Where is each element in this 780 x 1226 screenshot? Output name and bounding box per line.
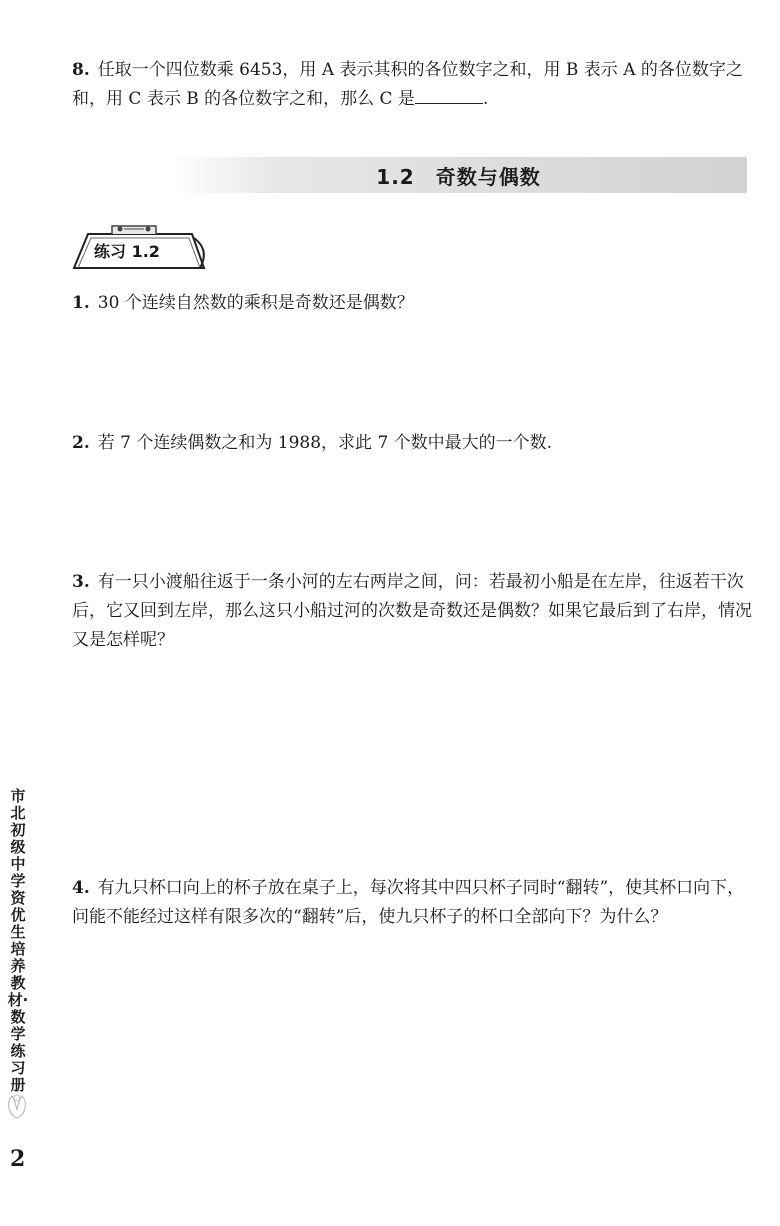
answer-blank bbox=[415, 85, 483, 104]
problem-4 bbox=[72, 874, 752, 932]
exercise-label: 练习 1.2 bbox=[94, 242, 160, 261]
exercise-badge bbox=[64, 224, 210, 270]
problem-text: 有一只小渡船往返于一条小河的左右两岸之间，问：若最初小船是在左岸，往返若干次后，它又回到左岸，那么这只小船过河的次数是奇数还是偶数？如果它最后到了右岸，情况又是怎样呢？ bbox=[72, 572, 752, 650]
book-title-vertical: 市北初级中学资优生培养教材·数学练习册 bbox=[7, 787, 29, 1094]
problem-number: 1. bbox=[72, 293, 90, 313]
problem-number: 8. bbox=[72, 60, 90, 80]
problem-text-end: . bbox=[482, 89, 489, 109]
section-title: 1.2 奇数与偶数 bbox=[376, 164, 541, 189]
page-number: 2 bbox=[10, 1146, 26, 1172]
section-heading-bar bbox=[170, 157, 747, 193]
problem-text: 有九只杯口向上的杯子放在桌子上，每次将其中四只杯子同时“翻转”，使其杯口向下，问能不能经过这样有限多次的“翻转”后，使九只杯子的杯口全部向下？为什么？ bbox=[72, 878, 745, 927]
problem-number: 4. bbox=[72, 878, 90, 898]
problem-number: 2. bbox=[72, 433, 90, 453]
flower-ornament-icon bbox=[4, 1088, 30, 1122]
problem-text: 30 个连续自然数的乘积是奇数还是偶数？ bbox=[97, 293, 414, 313]
problem-2 bbox=[72, 429, 752, 458]
problem-text: 若 7 个连续偶数之和为 1988，求此 7 个数中最大的一个数. bbox=[97, 433, 553, 453]
problem-number: 3. bbox=[72, 572, 90, 592]
problem-8 bbox=[72, 56, 752, 114]
problem-1 bbox=[72, 289, 752, 318]
problem-3 bbox=[72, 568, 752, 655]
problem-text: 任取一个四位数乘 6453，用 A 表示其积的各位数字之和，用 B 表示 A 的各位数字之和，用 C 表示 B 的各位数字之和，那么 C 是 bbox=[72, 60, 743, 109]
